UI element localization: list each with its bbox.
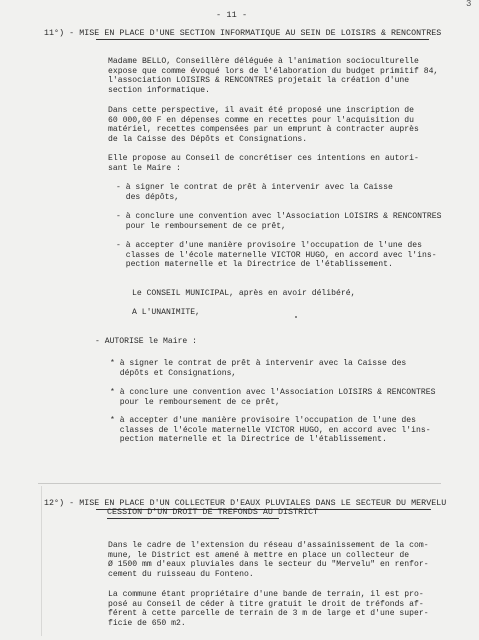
section-12-subheading-underline	[107, 518, 279, 519]
section-11-item-2: - à conclure une convention avec l'Association LOISIRS & RENCONTRES pour le remboursement de ce prêt,	[116, 212, 442, 231]
section-11-item-1: - à signer le contrat de prêt à intervenir avec la Caisse des dépôts,	[116, 183, 393, 202]
section-12-heading: 12°) - MISE EN PLACE D'UN COLLECTEUR D'EAUX PLUVIALES DANS LE SECTEUR DU MERVELU	[44, 499, 447, 508]
decision-item-3: * à accepter d'une manière provisoire l'occupation de l'une des classes de l'école maternelle VICTOR HUGO, en accord avec l'ins- pection maternelle et la Directrice de l'établissement.	[110, 416, 431, 445]
section-11-paragraph-2: Dans cette perspective, il avait été proposé une inscription de 60 000,00 F en dépenses comme en recettes pour l'acquisition du matériel, recettes compensées par un emprunt à contracter auprès de la Caisse des Dépôts et Consignations.	[108, 106, 419, 144]
section-11-heading: 11°) - MISE EN PLACE D'UNE SECTION INFORMATIQUE AU SEIN DE LOISIRS & RENCONTRES	[44, 29, 442, 38]
corner-mark: 3	[466, 0, 472, 9]
council-statement: Le CONSEIL MUNICIPAL, après en avoir délibéré,	[132, 289, 356, 298]
section-12-paragraph-2: La commune étant propriétaire d'une bande de terrain, il est pro- posé au Conseil de céder à titre gratuit le droit de tréfonds af- férent à cette parcelle de terrain de 3 m de large et d'une super- ficie de 650 m2.	[108, 590, 429, 628]
section-11-item-3: - à accepter d'une manière provisoire l'occupation de l'une des classes de l'école maternelle VICTOR HUGO, en accord avec l'ins- pection maternelle et la Directrice de l'établissement.	[116, 241, 437, 270]
decision-item-1: * à signer le contrat de prêt à intervenir avec la Caisse des dépôts et Consignations,	[110, 359, 407, 378]
section-12-subheading: CESSION D'UN DROIT DE TREFONDS AU DISTRICT	[107, 508, 319, 517]
page-number: - 11 -	[216, 10, 248, 20]
section-11-heading-underline	[96, 39, 429, 40]
section-divider	[38, 483, 441, 484]
unanimity-statement: A L'UNANIMITE,	[132, 308, 200, 317]
section-11-paragraph-3: Elle propose au Conseil de concrétiser ces intentions en autori- sant le Maire :	[108, 154, 419, 173]
authorise-statement: - AUTORISE le Maire :	[95, 337, 197, 346]
section-12-paragraph-1: Dans le cadre de l'extension du réseau d'assainissement de la com- mune, le District est amené à mettre en place un collecteur de Ø 1500 mm d'eaux pluviales dans le secteur du "Mervelu" en renfor- cement du ruisseau du Fonteno.	[108, 541, 429, 579]
ink-speck	[295, 316, 297, 318]
section-11-paragraph-1: Madame BELLO, Conseillère déléguée à l'animation socioculturelle expose que comme évoqué lors de l'élaboration du budget primitif 84, l'association LOISIRS & RENCONTRES projetait la création d'une section informatique.	[108, 57, 439, 95]
margin-line	[41, 486, 42, 636]
decision-item-2: * à conclure une convention avec l'Association LOISIRS & RENCONTRES pour le remboursement de ce prêt,	[110, 388, 436, 407]
